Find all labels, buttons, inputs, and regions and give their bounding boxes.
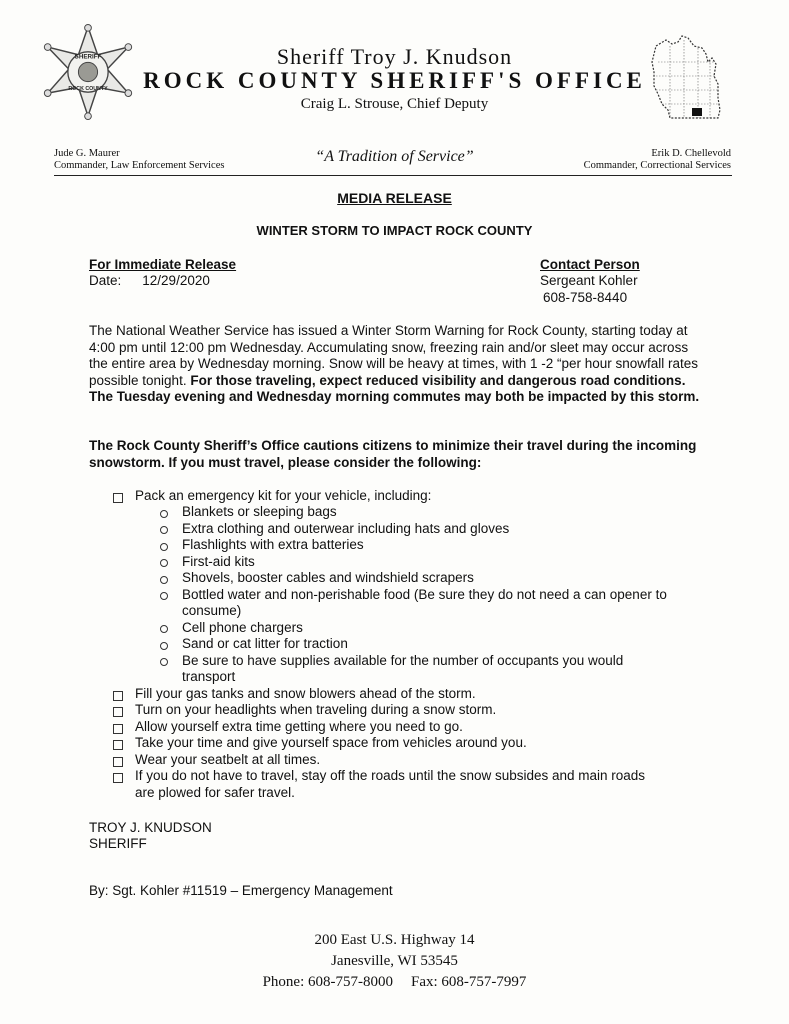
list-item: Turn on your headlights when traveling during a snow storm. <box>135 702 497 717</box>
bullet-icon <box>160 592 168 600</box>
list-item: Fill your gas tanks and snow blowers ahead of the storm. <box>135 686 476 701</box>
footer-city: Janesville, WI 53545 <box>331 953 458 969</box>
bullet-icon <box>160 625 168 633</box>
list-item: Flashlights with extra batteries <box>182 537 364 552</box>
paragraph-caution: The Rock County Sheriff’s Office cautions citizens to minimize their travel during the incoming snowstorm. If you must travel, please consider the following: <box>89 438 697 470</box>
date-row <box>89 273 210 288</box>
star-top-text: SHERIFF <box>74 53 102 61</box>
left-commander-name: Jude G. Maurer <box>54 148 120 159</box>
commander-right <box>584 148 731 172</box>
motto: “A Tradition of Service” <box>315 148 474 165</box>
checkbox-icon <box>113 724 123 734</box>
checkbox-icon <box>113 757 123 767</box>
footer-street: 200 East U.S. Highway 14 <box>314 932 475 948</box>
footer-phone: Phone: 608-757-8000 <box>262 974 393 990</box>
right-commander-name: Erik D. Chellevold <box>651 148 731 159</box>
list-item: First-aid kits <box>182 554 255 569</box>
chief-deputy: Craig L. Strouse, Chief Deputy <box>300 96 489 112</box>
list-item: Bottled water and non-perishable food (Be sure they do not need a can opener to <box>182 587 667 602</box>
bullet-icon <box>160 543 168 551</box>
list-item-continued: consume) <box>182 603 242 618</box>
paragraph-weather <box>89 323 709 406</box>
contact-label: Contact Person <box>540 257 640 272</box>
left-commander-title: Commander, Law Enforcement Services <box>54 160 225 171</box>
by-line: By: Sgt. Kohler #11519 – Emergency Management <box>89 883 393 898</box>
checkbox-icon <box>113 707 123 717</box>
list-item: Be sure to have supplies available for the number of occupants you would <box>182 653 624 668</box>
bullet-icon <box>160 576 168 584</box>
checkbox-icon <box>113 773 123 783</box>
bullet-icon <box>160 526 168 534</box>
bullet-icon <box>160 510 168 518</box>
date-value: 12/29/2020 <box>142 273 210 288</box>
list-item: Shovels, booster cables and windshield scrapers <box>182 570 474 585</box>
wisconsin-map-icon <box>648 32 730 124</box>
list-item: Sand or cat litter for traction <box>182 636 348 651</box>
signature-title: SHERIFF <box>89 836 147 851</box>
checkbox-icon <box>113 691 123 701</box>
list-item-continued: are plowed for safer travel. <box>135 785 295 800</box>
office-title: ROCK COUNTY SHERIFF'S OFFICE <box>143 68 646 93</box>
signature-block <box>89 820 212 852</box>
paragraph-weather-bold: For those traveling, expect reduced visibility and dangerous road conditions. The Tuesday evening and Wednesday morning commutes may both be impacted by this storm. <box>89 372 700 404</box>
list-item: Take your time and give yourself space from vehicles around you. <box>135 735 527 750</box>
checkbox-icon <box>113 740 123 750</box>
footer-address <box>0 930 789 993</box>
date-label: Date: <box>89 273 122 288</box>
contact-name: Sergeant Kohler <box>540 273 638 288</box>
headline: WINTER STORM TO IMPACT ROCK COUNTY <box>256 223 533 238</box>
immediate-release-label: For Immediate Release <box>89 257 237 272</box>
bullet-icon <box>160 559 168 567</box>
checkbox-icon <box>113 493 123 503</box>
signature-name: TROY J. KNUDSON <box>89 820 212 835</box>
header-divider <box>54 175 732 176</box>
list-item-continued: transport <box>182 669 236 684</box>
contact-phone: 608-758-8440 <box>543 290 628 305</box>
list-item: Blankets or sleeping bags <box>182 504 337 519</box>
right-commander-title: Commander, Correctional Services <box>583 160 731 171</box>
footer-fax: Fax: 608-757-7997 <box>411 974 527 990</box>
star-bottom-text: ROCK COUNTY <box>68 86 108 93</box>
bullet-icon <box>160 642 168 650</box>
list-item: Cell phone chargers <box>182 620 303 635</box>
list-item: Allow yourself extra time getting where you need to go. <box>135 719 463 734</box>
list-item: Extra clothing and outerwear including hats and gloves <box>182 521 510 536</box>
footer-contact <box>0 972 789 993</box>
list-item: If you do not have to travel, stay off the roads until the snow subsides and main roads <box>135 768 646 783</box>
sheriff-name: Sheriff Troy J. Knudson <box>276 44 513 69</box>
bullet-icon <box>160 658 168 666</box>
release-title: MEDIA RELEASE <box>337 190 452 206</box>
paragraph-weather-regular: The National Weather Service has issued a Winter Storm Warning for Rock County, starting today at 4:00 pm until 12:00 pm Wednesday. Accumulating snow, freezing rain and/or sleet may occur across the entire area by Wednesday morning. Snow will be heavy at times, with 1 -2 “per hour snowfall rates possible tonight. <box>89 323 699 388</box>
list-item: Pack an emergency kit for your vehicle, including: <box>135 488 432 503</box>
list-item: Wear your seatbelt at all times. <box>135 752 321 767</box>
